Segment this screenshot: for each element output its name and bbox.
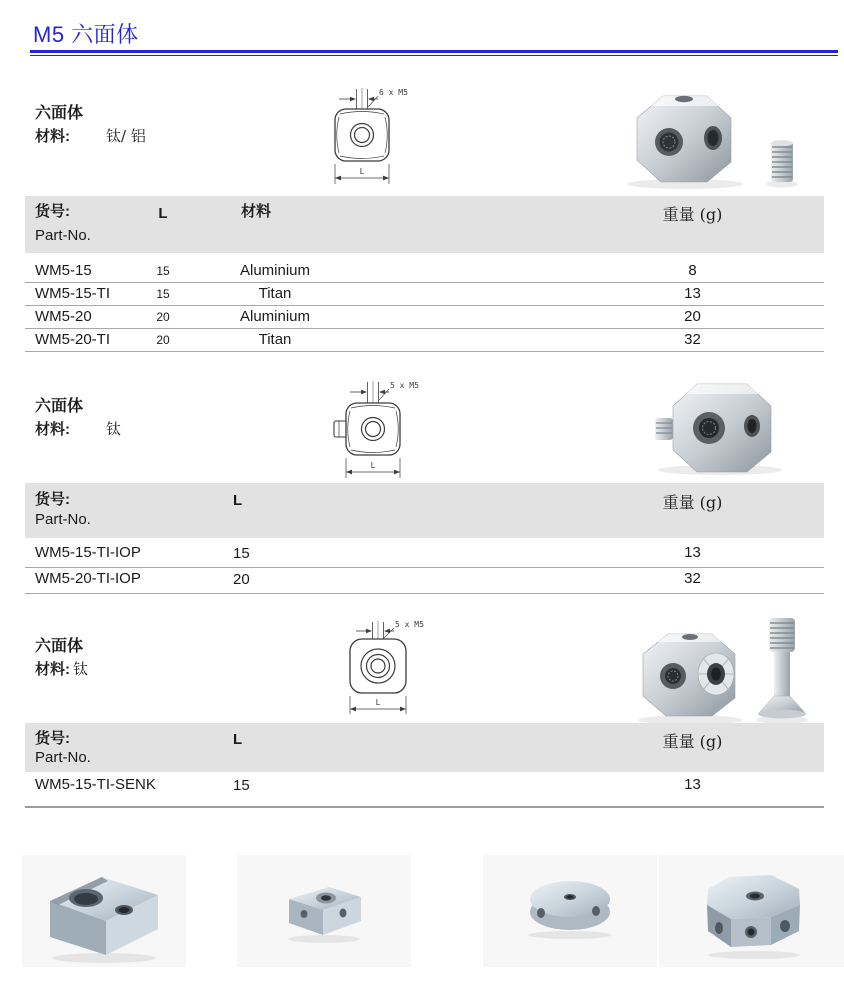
cell-material: Titan bbox=[258, 331, 292, 348]
table-row bbox=[25, 541, 824, 568]
drawing-callout: 5 x M5 bbox=[395, 620, 424, 629]
cell-part-no: WM5-15-TI-IOP bbox=[35, 544, 141, 561]
product-render-hexahedron-senk-screw bbox=[595, 612, 844, 730]
table-1-header bbox=[25, 196, 824, 253]
product-photo-box-4 bbox=[659, 855, 844, 967]
cell-weight: 8 bbox=[688, 262, 697, 279]
section-2-header bbox=[35, 396, 295, 441]
product-photo-small-block-countersink bbox=[237, 855, 411, 967]
material-line bbox=[35, 125, 295, 148]
material-label: 材料: bbox=[35, 661, 70, 678]
section-3-header bbox=[35, 636, 295, 681]
material-line bbox=[35, 658, 295, 681]
cell-part-no: WM5-20-TI-IOP bbox=[35, 570, 141, 587]
product-render-hexahedron-setscrew bbox=[595, 84, 844, 194]
col-l: L bbox=[233, 731, 243, 748]
section-title: 六面体 bbox=[35, 105, 84, 122]
cell-weight: 13 bbox=[684, 776, 701, 793]
material-value: 钛 bbox=[73, 660, 89, 678]
col-weight: 重量 (g) bbox=[662, 732, 723, 751]
technical-drawing-1 bbox=[305, 85, 430, 190]
cell-part-no: WM5-15-TI bbox=[35, 285, 110, 302]
cell-l: 15 bbox=[233, 777, 250, 794]
cell-weight: 32 bbox=[684, 331, 701, 348]
cell-l: 20 bbox=[233, 571, 250, 588]
col-part-no-en: Part-No. bbox=[35, 749, 91, 766]
col-part-no-en: Part-No. bbox=[35, 227, 91, 244]
col-part-no-en: Part-No. bbox=[35, 511, 91, 528]
cell-weight: 32 bbox=[684, 570, 701, 587]
product-photo-box-3 bbox=[483, 855, 657, 967]
technical-drawing-2 bbox=[312, 378, 442, 483]
page-title: M5 六面体 bbox=[33, 22, 139, 47]
product-photo-disc-with-holes bbox=[483, 855, 657, 967]
col-weight: 重量 (g) bbox=[662, 205, 723, 224]
cell-l: 15 bbox=[233, 545, 250, 562]
cell-l: 15 bbox=[156, 264, 170, 278]
col-material: 材料 bbox=[241, 203, 272, 220]
material-label: 材料: bbox=[35, 128, 70, 145]
section-title: 六面体 bbox=[35, 398, 84, 415]
table-row bbox=[25, 773, 824, 803]
cell-material: Aluminium bbox=[239, 308, 311, 325]
technical-drawing-3 bbox=[320, 618, 440, 718]
cell-material: Aluminium bbox=[239, 262, 311, 279]
cell-l: 20 bbox=[156, 310, 170, 324]
col-l: L bbox=[233, 492, 243, 509]
drawing-dimension: L bbox=[359, 167, 365, 176]
cell-l: 15 bbox=[156, 287, 170, 301]
material-line bbox=[35, 418, 295, 441]
cell-weight: 13 bbox=[684, 544, 701, 561]
table-2-header bbox=[25, 483, 824, 538]
page-bottom-rule bbox=[25, 806, 824, 808]
product-photo-octagonal-block bbox=[659, 855, 844, 967]
cell-part-no: WM5-20 bbox=[35, 308, 92, 325]
material-value: 钛 bbox=[106, 420, 122, 438]
drawing-dimension: L bbox=[375, 698, 381, 707]
product-photo-block-bore bbox=[22, 855, 186, 967]
col-part-no-cn: 货号: bbox=[35, 730, 70, 747]
cell-l: 20 bbox=[156, 333, 170, 347]
product-photo-box-1 bbox=[22, 855, 186, 967]
cell-material: Titan bbox=[258, 285, 292, 302]
drawing-dimension: L bbox=[370, 461, 376, 470]
col-l: L bbox=[158, 205, 168, 222]
col-weight: 重量 (g) bbox=[662, 493, 723, 512]
cell-part-no: WM5-15 bbox=[35, 262, 92, 279]
material-label: 材料: bbox=[35, 421, 70, 438]
product-render-hexahedron-iop bbox=[595, 378, 844, 480]
col-part-no-cn: 货号: bbox=[35, 203, 70, 220]
table-row bbox=[25, 259, 824, 283]
drawing-callout: 6 x M5 bbox=[379, 88, 408, 97]
cell-part-no: WM5-20-TI bbox=[35, 331, 110, 348]
table-row bbox=[25, 328, 824, 352]
cell-part-no: WM5-15-TI-SENK bbox=[35, 776, 156, 793]
material-value: 钛/ 铝 bbox=[106, 127, 146, 145]
cell-weight: 13 bbox=[684, 285, 701, 302]
cell-weight: 20 bbox=[684, 308, 701, 325]
table-3-header bbox=[25, 723, 824, 772]
table-row bbox=[25, 567, 824, 594]
drawing-callout: 5 x M5 bbox=[390, 381, 419, 390]
table-row bbox=[25, 282, 824, 306]
product-photo-box-2 bbox=[237, 855, 411, 967]
section-title: 六面体 bbox=[35, 638, 84, 655]
section-1-header bbox=[35, 103, 295, 148]
col-part-no-cn: 货号: bbox=[35, 491, 70, 508]
title-rule bbox=[30, 50, 838, 56]
table-row bbox=[25, 305, 824, 329]
